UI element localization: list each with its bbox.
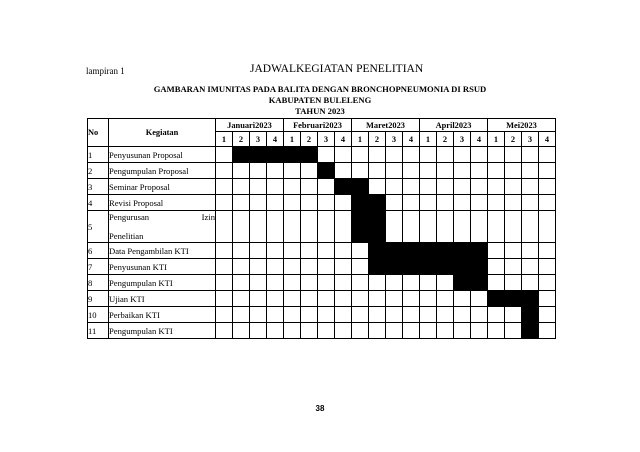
schedule-cell (318, 211, 335, 243)
schedule-cell (335, 259, 352, 275)
schedule-cell (284, 211, 301, 243)
schedule-cell (301, 291, 318, 307)
schedule-cell (505, 211, 522, 243)
schedule-cell (318, 291, 335, 307)
week-header: 2 (505, 132, 522, 147)
schedule-cell (420, 179, 437, 195)
schedule-cell-active (352, 211, 369, 243)
schedule-body (88, 147, 556, 339)
schedule-cell (539, 147, 556, 163)
schedule-cell (335, 323, 352, 339)
week-header: 1 (420, 132, 437, 147)
schedule-cell (267, 259, 284, 275)
month-header: Mei2023 (488, 119, 556, 132)
schedule-cell (505, 179, 522, 195)
schedule-cell-active (488, 291, 505, 307)
schedule-cell (318, 259, 335, 275)
schedule-cell (454, 211, 471, 243)
schedule-cell (454, 307, 471, 323)
schedule-cell (335, 243, 352, 259)
schedule-cell (216, 259, 233, 275)
schedule-cell (250, 179, 267, 195)
schedule-cell (488, 275, 505, 291)
schedule-cell (284, 163, 301, 179)
schedule-cell (352, 291, 369, 307)
week-header: 3 (386, 132, 403, 147)
schedule-cell (369, 323, 386, 339)
table-row (88, 291, 556, 307)
schedule-cell (216, 147, 233, 163)
table-row (88, 163, 556, 179)
schedule-cell (233, 195, 250, 211)
schedule-cell (420, 195, 437, 211)
schedule-cell (522, 259, 539, 275)
schedule-cell (386, 147, 403, 163)
schedule-cell-active (352, 195, 369, 211)
activity-name: Pengumpulan Proposal (109, 163, 216, 179)
schedule-cell (216, 243, 233, 259)
schedule-cell (335, 307, 352, 323)
schedule-cell (284, 291, 301, 307)
schedule-cell (539, 163, 556, 179)
page-number: 38 (315, 404, 325, 413)
schedule-cell (488, 307, 505, 323)
activity-name-part: Pengurusan (109, 212, 150, 222)
week-header: 2 (437, 132, 454, 147)
schedule-cell (352, 307, 369, 323)
schedule-cell (403, 323, 420, 339)
schedule-cell (505, 259, 522, 275)
schedule-cell (284, 195, 301, 211)
schedule-cell (505, 275, 522, 291)
schedule-cell-active (505, 291, 522, 307)
schedule-cell (335, 163, 352, 179)
schedule-cell (267, 275, 284, 291)
schedule-cell (233, 163, 250, 179)
schedule-cell (488, 147, 505, 163)
activity-name: Seminar Proposal (109, 179, 216, 195)
schedule-cell-active (369, 259, 386, 275)
schedule-cell-active (386, 259, 403, 275)
schedule-cell (301, 259, 318, 275)
schedule-cell (539, 195, 556, 211)
schedule-cell (250, 211, 267, 243)
schedule-cell (301, 275, 318, 291)
lampiran-label: lampiran 1 (86, 66, 125, 76)
week-header: 1 (284, 132, 301, 147)
schedule-cell (386, 291, 403, 307)
schedule-cell (318, 243, 335, 259)
schedule-cell (369, 179, 386, 195)
schedule-cell (250, 291, 267, 307)
row-number: 3 (88, 179, 109, 195)
schedule-cell-active (454, 259, 471, 275)
schedule-cell-active (369, 195, 386, 211)
schedule-cell (539, 243, 556, 259)
schedule-cell-active (471, 259, 488, 275)
schedule-cell-active (471, 275, 488, 291)
schedule-cell (437, 211, 454, 243)
schedule-cell (250, 307, 267, 323)
schedule-cell-active (522, 323, 539, 339)
col-kegiatan-header: Kegiatan (109, 119, 216, 147)
col-no-header: No (88, 119, 109, 147)
schedule-cell (471, 211, 488, 243)
month-header: Januari2023 (216, 119, 284, 132)
schedule-cell-active (352, 179, 369, 195)
schedule-cell (454, 147, 471, 163)
schedule-cell-active (318, 163, 335, 179)
subtitle-line-2: KABUPATEN BULELENG (268, 95, 372, 105)
schedule-cell (386, 179, 403, 195)
schedule-cell (301, 163, 318, 179)
schedule-cell (250, 275, 267, 291)
schedule-cell-active (522, 307, 539, 323)
schedule-cell (403, 275, 420, 291)
schedule-cell (420, 291, 437, 307)
schedule-cell (369, 163, 386, 179)
schedule-cell (488, 323, 505, 339)
schedule-cell (284, 243, 301, 259)
schedule-cell (437, 195, 454, 211)
month-header: April2023 (420, 119, 488, 132)
schedule-cell (437, 323, 454, 339)
schedule-cell (522, 163, 539, 179)
row-number: 11 (88, 323, 109, 339)
schedule-cell (369, 307, 386, 323)
schedule-cell (284, 307, 301, 323)
schedule-cell (403, 195, 420, 211)
schedule-cell (437, 307, 454, 323)
schedule-cell (267, 163, 284, 179)
schedule-cell (267, 243, 284, 259)
schedule-cell (318, 323, 335, 339)
week-header: 2 (301, 132, 318, 147)
schedule-cell-active (471, 243, 488, 259)
schedule-cell (335, 211, 352, 243)
schedule-cell (250, 163, 267, 179)
activity-name-part: Izin (201, 212, 215, 222)
schedule-cell (539, 179, 556, 195)
schedule-cell (522, 275, 539, 291)
activity-name: Data Pengambilan KTI (109, 243, 216, 259)
activity-name: Pengumpulan KTI (109, 275, 216, 291)
schedule-cell (233, 179, 250, 195)
schedule-cell (250, 195, 267, 211)
schedule-cell (216, 291, 233, 307)
schedule-cell (352, 275, 369, 291)
schedule-cell (403, 291, 420, 307)
schedule-cell (318, 179, 335, 195)
month-header-row (88, 119, 556, 132)
schedule-cell (505, 323, 522, 339)
schedule-cell (233, 291, 250, 307)
schedule-cell (233, 275, 250, 291)
schedule-cell (352, 163, 369, 179)
activity-name-part: Penelitian (109, 231, 144, 241)
schedule-cell (216, 179, 233, 195)
schedule-cell (335, 147, 352, 163)
schedule-cell (267, 179, 284, 195)
schedule-cell (386, 275, 403, 291)
activity-name: Penyusunan KTI (109, 259, 216, 275)
week-header: 1 (352, 132, 369, 147)
schedule-cell (352, 259, 369, 275)
schedule-cell (352, 243, 369, 259)
schedule-cell (505, 195, 522, 211)
schedule-cell-active (403, 259, 420, 275)
week-header: 2 (369, 132, 386, 147)
schedule-cell (539, 307, 556, 323)
schedule-cell (539, 259, 556, 275)
month-header: Februari2023 (284, 119, 352, 132)
schedule-cell (386, 307, 403, 323)
schedule-cell (284, 259, 301, 275)
schedule-cell (522, 147, 539, 163)
schedule-cell (301, 211, 318, 243)
week-header: 4 (471, 132, 488, 147)
document-title: JADWALKEGIATAN PENELITIAN (250, 63, 424, 75)
schedule-cell (352, 323, 369, 339)
schedule-cell (267, 307, 284, 323)
schedule-cell-active (420, 259, 437, 275)
schedule-cell (505, 307, 522, 323)
schedule-cell-active (420, 243, 437, 259)
schedule-cell (233, 211, 250, 243)
week-header: 4 (403, 132, 420, 147)
schedule-cell (420, 163, 437, 179)
schedule-cell (369, 147, 386, 163)
table-row (88, 259, 556, 275)
table-row (88, 275, 556, 291)
schedule-cell (454, 323, 471, 339)
table-row (88, 147, 556, 163)
schedule-cell-active (284, 147, 301, 163)
schedule-cell (386, 211, 403, 243)
schedule-cell-active (250, 147, 267, 163)
table-row (88, 307, 556, 323)
schedule-cell (471, 307, 488, 323)
schedule-cell-active (301, 147, 318, 163)
row-number: 6 (88, 243, 109, 259)
activity-name (109, 211, 216, 243)
schedule-cell (301, 179, 318, 195)
schedule-table (87, 118, 556, 339)
schedule-cell (403, 163, 420, 179)
schedule-cell (454, 195, 471, 211)
schedule-cell (539, 211, 556, 243)
schedule-cell (454, 163, 471, 179)
week-header: 3 (250, 132, 267, 147)
schedule-cell (505, 147, 522, 163)
table-row (88, 211, 556, 243)
week-header: 2 (233, 132, 250, 147)
schedule-cell (301, 243, 318, 259)
activity-name: Perbaikan KTI (109, 307, 216, 323)
schedule-cell (301, 307, 318, 323)
schedule-cell (216, 275, 233, 291)
schedule-cell (488, 163, 505, 179)
schedule-cell-active (403, 243, 420, 259)
schedule-cell (318, 147, 335, 163)
schedule-cell (471, 163, 488, 179)
schedule-cell (267, 195, 284, 211)
schedule-cell (505, 163, 522, 179)
schedule-cell-active (522, 291, 539, 307)
schedule-cell (284, 179, 301, 195)
schedule-cell (369, 291, 386, 307)
schedule-cell (454, 291, 471, 307)
schedule-cell (522, 179, 539, 195)
schedule-cell (301, 195, 318, 211)
schedule-cell (420, 211, 437, 243)
row-number: 9 (88, 291, 109, 307)
schedule-cell (488, 211, 505, 243)
schedule-cell (420, 323, 437, 339)
schedule-cell (437, 275, 454, 291)
schedule-cell (369, 275, 386, 291)
schedule-cell (233, 307, 250, 323)
schedule-cell (335, 291, 352, 307)
schedule-cell (403, 211, 420, 243)
row-number: 1 (88, 147, 109, 163)
schedule-cell (488, 195, 505, 211)
activity-name: Pengumpulan KTI (109, 323, 216, 339)
schedule-cell (284, 275, 301, 291)
row-number: 10 (88, 307, 109, 323)
schedule-cell (250, 323, 267, 339)
schedule-cell (233, 243, 250, 259)
schedule-cell (216, 163, 233, 179)
activity-name: Revisi Proposal (109, 195, 216, 211)
week-header: 3 (318, 132, 335, 147)
schedule-cell (335, 275, 352, 291)
schedule-cell (539, 291, 556, 307)
month-header: Maret2023 (352, 119, 420, 132)
schedule-cell (437, 291, 454, 307)
schedule-cell (216, 323, 233, 339)
schedule-cell (420, 147, 437, 163)
table-row (88, 179, 556, 195)
schedule-cell-active (267, 147, 284, 163)
schedule-cell (522, 195, 539, 211)
schedule-cell-active (437, 259, 454, 275)
week-header: 4 (267, 132, 284, 147)
schedule-cell (420, 275, 437, 291)
row-number: 4 (88, 195, 109, 211)
table-row (88, 195, 556, 211)
schedule-cell (454, 179, 471, 195)
week-header: 4 (335, 132, 352, 147)
schedule-cell (539, 323, 556, 339)
schedule-cell (301, 323, 318, 339)
schedule-cell-active (454, 243, 471, 259)
activity-name: Ujian KTI (109, 291, 216, 307)
week-header: 1 (488, 132, 505, 147)
schedule-cell (216, 211, 233, 243)
schedule-cell (318, 307, 335, 323)
activity-name: Penyusunan Proposal (109, 147, 216, 163)
schedule-cell-active (386, 243, 403, 259)
schedule-cell (267, 323, 284, 339)
schedule-cell (522, 211, 539, 243)
schedule-cell-active (369, 211, 386, 243)
schedule-cell (403, 179, 420, 195)
schedule-cell (522, 243, 539, 259)
schedule-cell (437, 147, 454, 163)
week-header: 4 (539, 132, 556, 147)
week-header: 1 (216, 132, 233, 147)
row-number: 5 (88, 211, 109, 243)
schedule-cell (488, 179, 505, 195)
schedule-cell (471, 291, 488, 307)
subtitle-line-1: GAMBARAN IMUNITAS PADA BALITA DENGAN BRONCHOPNEUMONIA DI RSUD (153, 84, 487, 94)
schedule-cell-active (369, 243, 386, 259)
schedule-cell (250, 259, 267, 275)
schedule-cell (352, 147, 369, 163)
schedule-cell (216, 195, 233, 211)
schedule-cell (335, 195, 352, 211)
schedule-cell (471, 195, 488, 211)
schedule-cell (505, 243, 522, 259)
schedule-cell (386, 163, 403, 179)
row-number: 2 (88, 163, 109, 179)
table-row (88, 243, 556, 259)
schedule-cell (318, 195, 335, 211)
subtitle-line-3: TAHUN 2023 (295, 106, 345, 116)
schedule-cell (437, 179, 454, 195)
schedule-cell-active (233, 147, 250, 163)
row-number: 8 (88, 275, 109, 291)
schedule-cell-active (335, 179, 352, 195)
schedule-cell (216, 307, 233, 323)
schedule-cell (471, 147, 488, 163)
week-header: 3 (522, 132, 539, 147)
schedule-cell (488, 259, 505, 275)
schedule-cell (267, 291, 284, 307)
schedule-cell (386, 323, 403, 339)
schedule-cell-active (437, 243, 454, 259)
schedule-cell (488, 243, 505, 259)
schedule-cell (420, 307, 437, 323)
schedule-cell (403, 147, 420, 163)
schedule-cell (471, 323, 488, 339)
schedule-cell (267, 211, 284, 243)
schedule-cell (284, 323, 301, 339)
schedule-cell (403, 307, 420, 323)
schedule-cell-active (454, 275, 471, 291)
week-header: 3 (454, 132, 471, 147)
schedule-cell (233, 259, 250, 275)
table-row (88, 323, 556, 339)
schedule-cell (471, 179, 488, 195)
schedule-cell (539, 275, 556, 291)
schedule-cell (250, 243, 267, 259)
schedule-cell (386, 195, 403, 211)
schedule-cell (318, 275, 335, 291)
row-number: 7 (88, 259, 109, 275)
schedule-cell (233, 323, 250, 339)
schedule-cell (437, 163, 454, 179)
